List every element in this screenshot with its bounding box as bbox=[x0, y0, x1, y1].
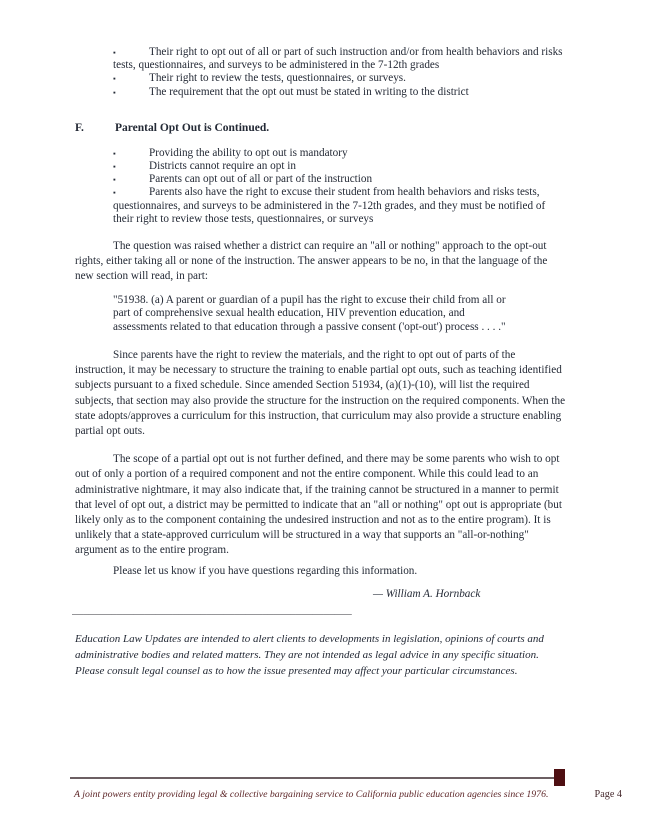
bullet-item-text: Their right to review the tests, questionnaires, or surveys. bbox=[149, 72, 406, 85]
bullet-item bbox=[113, 160, 567, 173]
signature: — William A. Hornback bbox=[373, 587, 481, 600]
bullet-item-text: Districts cannot require an opt in bbox=[149, 160, 296, 173]
paragraph-scope: The scope of a partial opt out is not further defined, and there may be some parents who wish to opt out of only a portion of a required component and not the entire component. While this could lead to an administrative nightmare, it may also indicate that, if the training cannot be structured in a manner to permit that level of opt out, a district may be permitted to indicate that an "all or nothing" opt out is appropriate (but likely only as to the component containing the undesired instruction and not as to the entire program). It is unlikely that a state-approved curriculum will be structured in a way that supports an "all-or-nothing" argument as to the entire program. bbox=[75, 453, 562, 557]
bullet-item bbox=[113, 72, 567, 85]
footer-accent-square bbox=[554, 769, 565, 786]
bullet-item-text: Parents can opt out of all or part of the instruction bbox=[149, 173, 373, 186]
footer-rule bbox=[70, 777, 554, 779]
bullet-icon: ▪ bbox=[113, 175, 116, 185]
disclaimer: Education Law Updates are intended to alert clients to developments in legislation, opinions of courts and administrative bodies and related matters. They are not intended as legal advice in any specific situation. Please consult legal counsel as to how the issue presented may affect your particular circumstances. bbox=[75, 632, 544, 677]
bullet-item-text: The requirement that the opt out must be stated in writing to the district bbox=[149, 85, 469, 98]
bullet-item bbox=[113, 147, 567, 160]
bullet-icon: ▪ bbox=[113, 74, 116, 84]
paragraph-question: The question was raised whether a district can require an "all or nothing" approach to the opt-out rights, either taking all or none of the instruction. The answer appears to be no, in that the language of the new section will read, in part: bbox=[75, 240, 548, 283]
bullet-icon: ▪ bbox=[113, 188, 116, 198]
bullet-icon: ▪ bbox=[113, 162, 116, 172]
footer-tagline: A joint powers entity providing legal & collective bargaining service to California public education agencies since 1976. bbox=[74, 789, 549, 800]
bullet-icon: ▪ bbox=[113, 148, 116, 158]
bullet-icon: ▪ bbox=[113, 87, 116, 97]
bullet-item bbox=[113, 186, 567, 226]
bullet-item bbox=[113, 46, 567, 72]
document-content bbox=[72, 46, 567, 679]
bullet-item-text: Providing the ability to opt out is mandatory bbox=[149, 146, 348, 159]
statute-quote: "51938. (a) A parent or guardian of a pupil has the right to excuse their child from all or part of comprehensive sexual health education, HIV prevention education, and assessments related to that education through a passive consent ('opt-out') process . . . ." bbox=[113, 293, 506, 334]
signature-separator: __________________________________________________ bbox=[72, 603, 352, 616]
paragraph-partial-opt-outs: Since parents have the right to review the materials, and the right to opt out of parts of the instruction, it may be necessary to structure the training to enable partial opt outs, such as teaching identified subjects pursuant to a fixed schedule. Since amended Section 51934, (a)(1)-(10), will list the required subjects, that section may also provide the structure for the instruction on the required components. When the state adopts/approves a curriculum for this instruction, that curriculum may also provide a structure enabling partial opt outs. bbox=[75, 349, 566, 438]
bullet-item bbox=[113, 86, 567, 99]
bullet-item-text: Parents also have the right to excuse their student from health behaviors and risks tests, questionnaires, and surveys to be administered in the 7-12th grades, and they must be notified of their right to review those tests, questionnaires, or surveys bbox=[113, 186, 546, 225]
closing-line: Please let us know if you have questions regarding this information. bbox=[113, 564, 418, 577]
page-number: Page 4 bbox=[594, 789, 622, 800]
bullet-item-text: Their right to opt out of all or part of such instruction and/or from health behaviors and risks tests, questionnaires, and surveys to be administered in the 7-12th grades bbox=[113, 46, 563, 72]
section-letter: F. bbox=[75, 121, 84, 134]
intro-bullet-list bbox=[75, 46, 567, 99]
section-heading bbox=[75, 122, 567, 135]
section-title: Parental Opt Out is Continued. bbox=[115, 121, 270, 134]
bullet-icon: ▪ bbox=[113, 48, 116, 57]
bullet-item bbox=[113, 173, 567, 186]
section-f-bullet-list bbox=[75, 147, 567, 226]
